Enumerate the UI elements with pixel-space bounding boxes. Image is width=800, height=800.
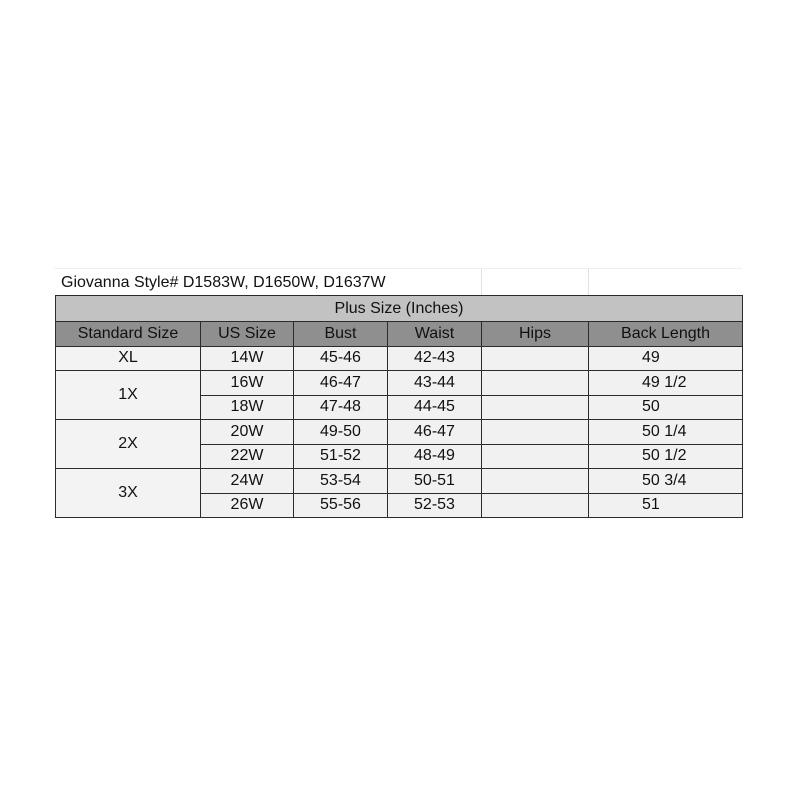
back-length-cell: 50 1/4 xyxy=(589,420,743,445)
banner-row xyxy=(56,296,743,322)
hips-cell xyxy=(482,395,589,420)
bust-cell: 47-48 xyxy=(294,395,388,420)
us-size-cell: 20W xyxy=(201,420,294,445)
waist-cell: 43-44 xyxy=(388,371,482,396)
waist-cell: 52-53 xyxy=(388,493,482,518)
table-row xyxy=(56,469,743,494)
bust-cell: 45-46 xyxy=(294,346,388,371)
header-row xyxy=(56,322,743,347)
waist-cell: 44-45 xyxy=(388,395,482,420)
column-header-standard-size: Standard Size xyxy=(56,322,201,347)
bust-cell: 46-47 xyxy=(294,371,388,396)
back-length-cell: 50 xyxy=(589,395,743,420)
us-size-cell: 18W xyxy=(201,395,294,420)
empty-cell xyxy=(482,268,589,295)
us-size-cell: 26W xyxy=(201,493,294,518)
hips-cell xyxy=(482,444,589,469)
back-length-cell: 50 3/4 xyxy=(589,469,743,494)
hips-cell xyxy=(482,493,589,518)
column-header-hips: Hips xyxy=(482,322,589,347)
bust-cell: 49-50 xyxy=(294,420,388,445)
standard-size-cell: 1X xyxy=(56,371,201,420)
waist-cell: 50-51 xyxy=(388,469,482,494)
back-length-cell: 51 xyxy=(589,493,743,518)
table-row xyxy=(56,371,743,396)
table-row xyxy=(56,346,743,371)
standard-size-cell: 3X xyxy=(56,469,201,518)
table-row xyxy=(56,420,743,445)
waist-cell: 42-43 xyxy=(388,346,482,371)
waist-cell: 46-47 xyxy=(388,420,482,445)
hips-cell xyxy=(482,346,589,371)
table-banner: Plus Size (Inches) xyxy=(56,296,743,322)
bust-cell: 51-52 xyxy=(294,444,388,469)
hips-cell xyxy=(482,371,589,396)
us-size-cell: 24W xyxy=(201,469,294,494)
column-header-back-length: Back Length xyxy=(589,322,743,347)
size-table xyxy=(55,295,743,518)
column-header-bust: Bust xyxy=(294,322,388,347)
standard-size-cell: XL xyxy=(56,346,201,371)
style-title: Giovanna Style# D1583W, D1650W, D1637W xyxy=(55,268,482,295)
back-length-cell: 49 1/2 xyxy=(589,371,743,396)
back-length-cell: 50 1/2 xyxy=(589,444,743,469)
bust-cell: 53-54 xyxy=(294,469,388,494)
standard-size-cell: 2X xyxy=(56,420,201,469)
back-length-cell: 49 xyxy=(589,346,743,371)
hips-cell xyxy=(482,469,589,494)
waist-cell: 48-49 xyxy=(388,444,482,469)
us-size-cell: 16W xyxy=(201,371,294,396)
column-header-us-size: US Size xyxy=(201,322,294,347)
us-size-cell: 22W xyxy=(201,444,294,469)
column-header-waist: Waist xyxy=(388,322,482,347)
empty-cell xyxy=(589,268,742,295)
bust-cell: 55-56 xyxy=(294,493,388,518)
us-size-cell: 14W xyxy=(201,346,294,371)
size-chart xyxy=(55,268,742,518)
title-row xyxy=(55,268,742,295)
hips-cell xyxy=(482,420,589,445)
